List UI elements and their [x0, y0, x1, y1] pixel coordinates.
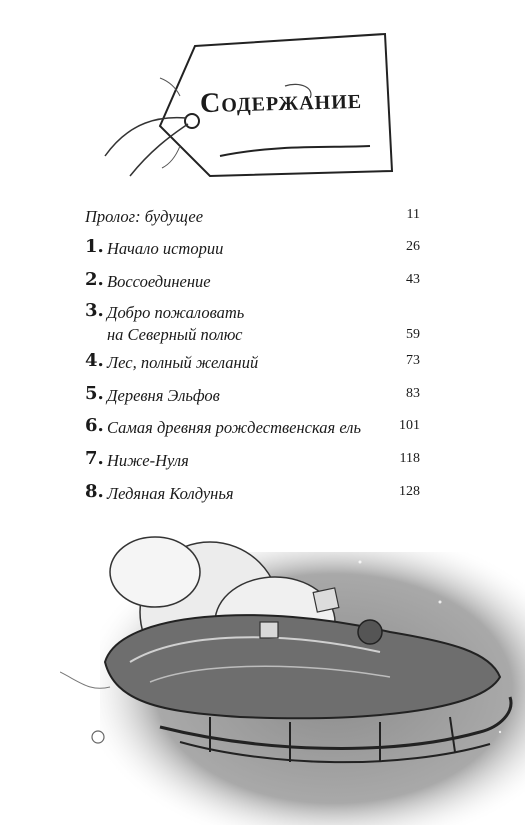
toc-title: Начало истории: [107, 239, 224, 258]
toc-number: 5.: [85, 383, 104, 404]
toc-page: 83: [406, 386, 420, 401]
toc-entry-7[interactable]: [85, 448, 420, 474]
toc-title: Ниже-Нуля: [107, 451, 189, 470]
toc-page: 11: [406, 207, 420, 222]
toc-number: 1.: [85, 236, 104, 257]
toc-entry-4[interactable]: [85, 350, 420, 376]
toc-title: Ледяная Колдунья: [107, 484, 234, 503]
toc-page: 59: [406, 327, 420, 342]
toc-number: 6.: [85, 415, 104, 436]
toc-page: 73: [406, 353, 420, 368]
toc-page: 101: [399, 418, 420, 433]
toc-title: Пролог: будущее: [85, 207, 204, 226]
toc-entry-3[interactable]: [85, 300, 420, 350]
sleigh-illustration: [60, 512, 525, 825]
toc-page: 26: [406, 239, 420, 254]
toc-number: 4.: [85, 350, 104, 371]
toc-title: Лес, полный желаний: [107, 353, 259, 372]
toc-number: 7.: [85, 448, 104, 469]
toc-title-line2: на Северный полюс: [107, 325, 243, 344]
toc-entry-6[interactable]: [85, 415, 420, 441]
toc-entry-2[interactable]: [85, 269, 420, 295]
contents-heading: Содержание: [199, 83, 363, 120]
toc-title: Самая древняя рождественская ель: [107, 418, 361, 437]
toc-entry-5[interactable]: [85, 383, 420, 409]
toc-title: Добро пожаловать: [107, 303, 245, 322]
toc-page: 128: [399, 484, 420, 499]
toc-title: Деревня Эльфов: [107, 386, 220, 405]
toc-entry-prologue[interactable]: [85, 204, 420, 230]
toc-page: 43: [406, 272, 420, 287]
toc-number: 3.: [85, 300, 104, 321]
toc-number: 2.: [85, 269, 104, 290]
toc-page: 118: [399, 451, 420, 466]
toc-title: Воссоединение: [107, 272, 211, 291]
toc-entry-1[interactable]: [85, 236, 420, 262]
toc-number: 8.: [85, 481, 104, 502]
toc-entry-8[interactable]: [85, 481, 420, 507]
